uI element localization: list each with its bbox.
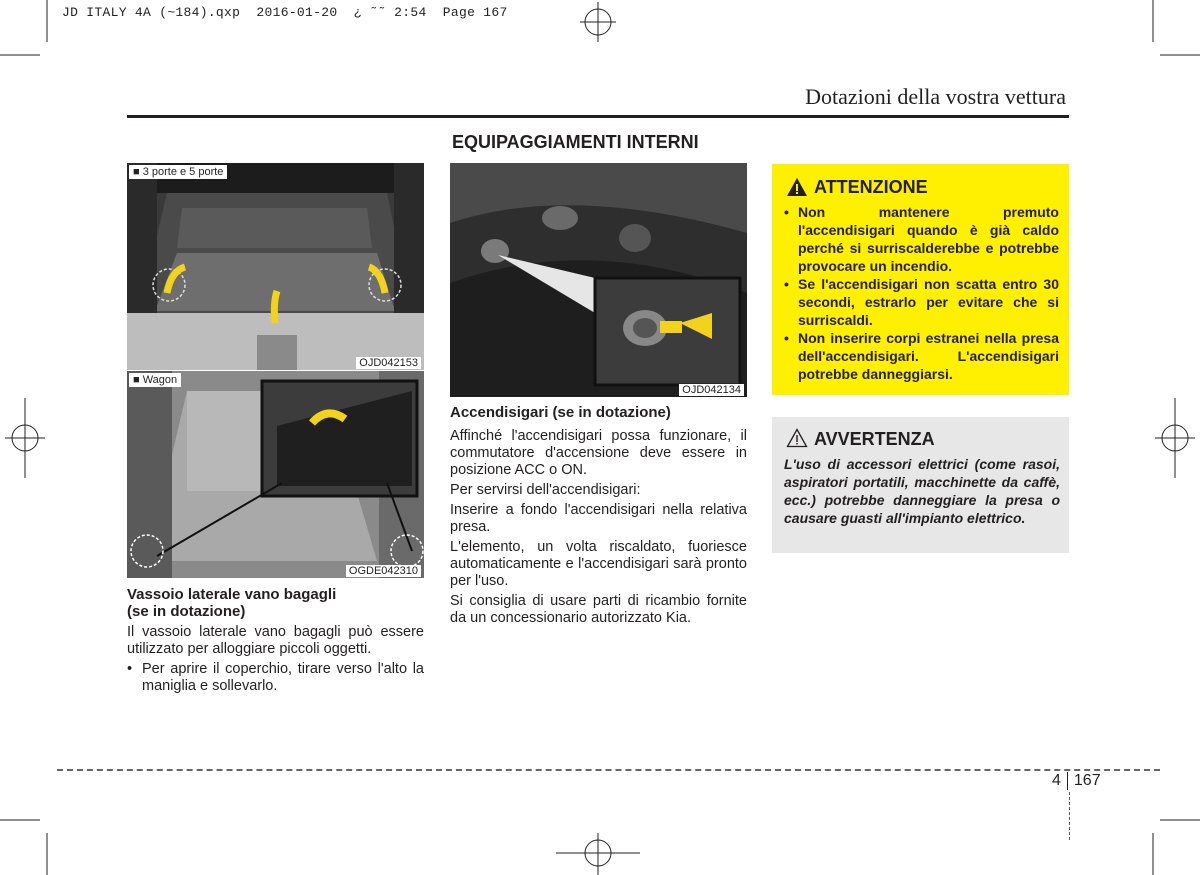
main-heading: EQUIPAGGIAMENTI INTERNI <box>452 132 699 152</box>
caution-title: AVVERTENZA <box>814 429 935 449</box>
warning-box <box>772 164 1069 395</box>
page-number-separator <box>1067 772 1068 790</box>
luggage-tray-heading-line1: Vassoio laterale vano bagagli <box>127 586 337 603</box>
lighter-paragraph-3: Inserire a fondo l'accendisigari nella relativa presa. <box>450 502 747 535</box>
luggage-tray-paragraph: Il vassoio laterale vano bagagli può essere utilizzato per alloggiare piccoli oggetti. <box>127 624 424 657</box>
warning-item: • Non mantenere premuto l'accendisigari quando è già caldo perché si surriscalderebbe e potrebbe provocare un incendio. <box>784 204 1059 274</box>
warning-triangle-icon <box>786 177 808 197</box>
caution-box <box>772 417 1069 553</box>
page-number <box>1052 772 1101 790</box>
print-job-header: JD ITALY 4A (~184).qxp 2016-01-20 ¿ ˜˜ 2:54 Page 167 <box>62 5 508 20</box>
footer-vertical-dash <box>1069 792 1070 840</box>
photo-tag: ■ 3 porte e 5 porte <box>129 165 227 179</box>
warning-item: • Se l'accendisigari non scatta entro 30 secondi, estrarlo per evitare che si surriscaldi. <box>784 276 1059 328</box>
header-rule <box>127 115 1069 118</box>
photo-code: OJD042153 <box>356 357 421 369</box>
lighter-paragraph-5: Si consiglia di usare parti di ricambio fornite da un concessionario autorizzato Kia. <box>450 593 747 626</box>
photo-code: OJD042134 <box>679 384 744 396</box>
chapter-number: 4 <box>1052 772 1061 790</box>
caution-text: L'uso di accessori elettrici (come rasoi, aspiratori portatili, macchinette da caffè, ecc.) potrebbe danneggiare la presa o causare guasti all'impianto elettrico. <box>784 456 1060 526</box>
warning-title: ATTENZIONE <box>814 177 928 197</box>
middle-text-column <box>450 404 747 627</box>
luggage-tray-heading-line2: (se in dotazione) <box>127 603 246 620</box>
lighter-paragraph-1: Affinché l'accendisigari possa funzionare, il commutatore d'accensione deve essere in posizione ACC o ON. <box>450 428 747 478</box>
photo-cigarette-lighter <box>450 163 747 397</box>
photo-tag: ■ Wagon <box>129 373 181 387</box>
lighter-illustration <box>450 163 747 397</box>
left-text-column <box>127 586 424 695</box>
lighter-heading: Accendisigari (se in dotazione) <box>450 404 671 421</box>
warning-item: • Non inserire corpi estranei nella presa dell'accendisigari. L'accendisigari potrebbe danneggiarsi. <box>784 330 1059 382</box>
wagon-trunk-illustration <box>127 371 424 578</box>
photo-code: OGDE042310 <box>346 565 421 577</box>
page-number-value: 167 <box>1073 772 1101 790</box>
luggage-tray-bullet: • Per aprire il coperchio, tirare verso l'alto la maniglia e sollevarlo. <box>127 661 424 694</box>
trunk-illustration <box>127 163 424 370</box>
lighter-paragraph-4: L'elemento, un volta riscaldato, fuoriesce automaticamente e l'accendisigari sarà pronto per l'uso. <box>450 539 747 589</box>
photo-trunk-wagon <box>127 371 424 578</box>
photo-trunk-3-5-door <box>127 163 424 370</box>
caution-triangle-icon <box>786 428 808 448</box>
footer-dashed-rule <box>57 769 1160 771</box>
section-header: Dotazioni della vostra vettura <box>805 84 1066 109</box>
warning-list <box>784 203 1059 383</box>
lighter-paragraph-2: Per servirsi dell'accendisigari: <box>450 482 641 498</box>
